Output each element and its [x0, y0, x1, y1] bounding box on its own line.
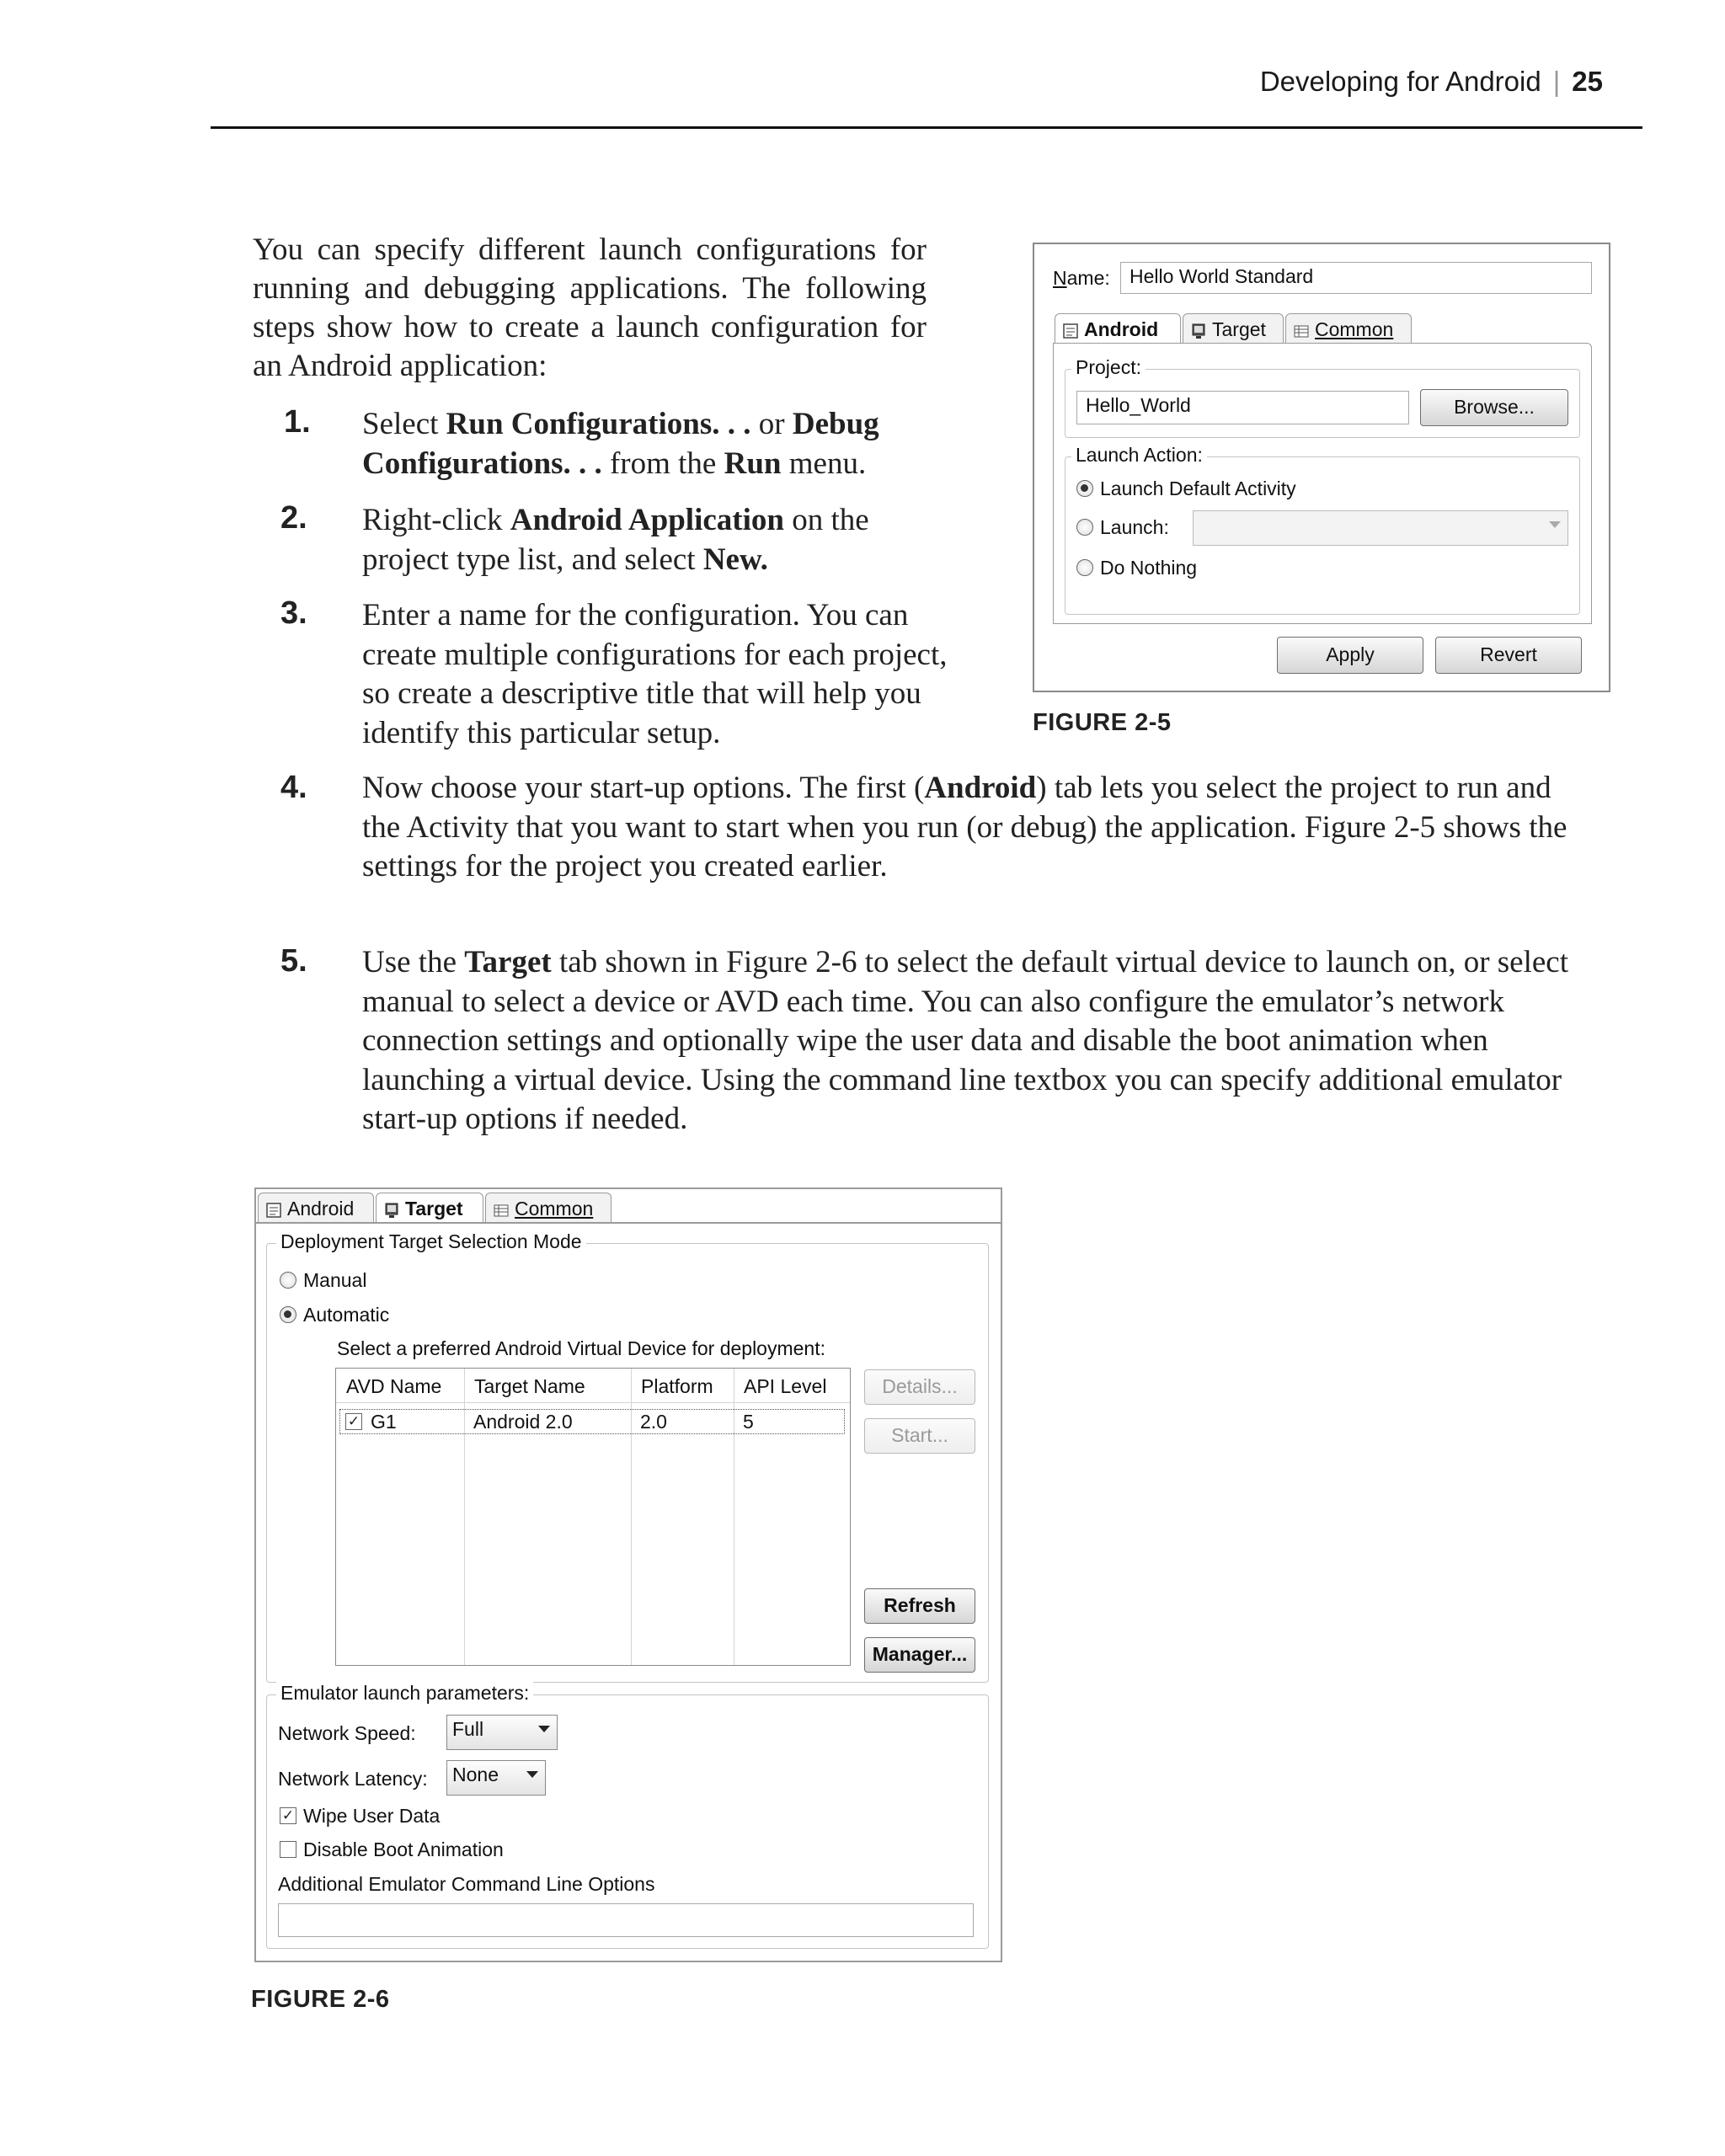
network-speed-select[interactable]: Full — [446, 1715, 558, 1750]
manager-button[interactable]: Manager... — [864, 1637, 975, 1673]
tab-target[interactable]: Target — [1183, 313, 1284, 344]
step-4-text: Now choose your start-up options. The first (Android) tab lets you select the project to run and the Activity that you want to start when you run (or debug) the application. Figure 2-5 shows the settings for the project you created earlier. — [362, 771, 1567, 883]
page-number: 25 — [1572, 66, 1603, 97]
step-number: 2. — [280, 500, 307, 536]
wipe-user-data-label: Wipe User Data — [303, 1805, 441, 1827]
target-name-cell: Android 2.0 — [473, 1411, 573, 1433]
project-label: Project: — [1071, 356, 1146, 379]
monitor-icon — [1190, 323, 1207, 339]
tab-common[interactable]: Common — [1285, 313, 1412, 344]
column-header-avd-name[interactable]: AVD Name — [346, 1375, 442, 1397]
disable-boot-animation-label: Disable Boot Animation — [303, 1838, 504, 1860]
list-icon — [493, 1202, 510, 1219]
launch-default-label: Launch Default Activity — [1100, 478, 1296, 499]
tab-common[interactable]: Common — [485, 1193, 611, 1223]
document-icon — [1062, 323, 1079, 339]
step-number: 1. — [284, 404, 311, 440]
api-level-cell: 5 — [743, 1411, 754, 1433]
chevron-down-icon — [538, 1726, 550, 1732]
step-5-text: Use the Target tab shown in Figure 2-6 to select the default virtual device to launch on, or select manual to select a device or AVD each time. You can also configure the emulator’s network connection settings and optionally wipe the user data and disable the boot animation when launching a virtual device. Using the command line textbox you can specify additional emulator start-up options if needed. — [362, 945, 1568, 1136]
deployment-mode-label: Deployment Target Selection Mode — [276, 1230, 586, 1253]
details-button[interactable]: Details... — [864, 1369, 975, 1405]
browse-button[interactable]: Browse... — [1420, 389, 1568, 426]
manual-label: Manual — [303, 1269, 367, 1291]
monitor-icon — [383, 1202, 400, 1219]
table-row[interactable] — [339, 1409, 845, 1434]
figure-2-6-dialog — [254, 1187, 1002, 1962]
network-latency-label: Network Latency: — [278, 1768, 428, 1790]
avd-select-checkbox[interactable]: ✓ — [345, 1413, 362, 1430]
tab-android[interactable]: Android — [1055, 313, 1181, 344]
step-number: 5. — [280, 943, 307, 979]
automatic-label: Automatic — [303, 1304, 390, 1326]
figure-2-6-caption: FIGURE 2-6 — [251, 1986, 390, 2013]
tab-target[interactable]: Target — [376, 1193, 483, 1223]
do-nothing-radio[interactable] — [1076, 559, 1093, 576]
activity-dropdown[interactable] — [1193, 510, 1568, 546]
name-label: Name: — [1053, 267, 1110, 289]
figure-2-5-dialog — [1033, 243, 1610, 692]
column-header-target-name[interactable]: Target Name — [474, 1375, 585, 1397]
list-icon — [1293, 323, 1310, 339]
cmdline-options-input[interactable] — [278, 1903, 974, 1937]
start-button[interactable]: Start... — [864, 1418, 975, 1454]
document-icon — [265, 1202, 282, 1219]
chevron-down-icon — [526, 1771, 538, 1778]
column-header-api-level[interactable]: API Level — [744, 1375, 827, 1397]
step-1-text: Select Run Configurations. . . or Debug Configurations. . . from the Run menu. — [362, 407, 879, 481]
step-3-text: Enter a name for the configuration. You can create multiple configurations for each project, so create a descriptive title that will help you identify this particular setup. — [362, 598, 948, 750]
step-number: 3. — [280, 595, 307, 631]
tab-android[interactable]: Android — [258, 1193, 374, 1223]
refresh-button[interactable]: Refresh — [864, 1588, 975, 1624]
step-number: 4. — [280, 770, 307, 805]
launch-label: Launch: — [1100, 516, 1169, 538]
launch-action-label: Launch Action: — [1071, 444, 1207, 467]
disable-boot-animation-checkbox[interactable] — [280, 1841, 296, 1858]
avd-name-cell: G1 — [371, 1411, 397, 1433]
column-header-platform[interactable]: Platform — [641, 1375, 713, 1397]
header-divider — [336, 1402, 850, 1403]
avd-prompt: Select a preferred Android Virtual Device for deployment: — [337, 1337, 825, 1359]
manual-radio[interactable] — [280, 1272, 296, 1289]
header-separator: | — [1552, 66, 1561, 97]
chevron-down-icon — [1549, 521, 1561, 528]
step-2-text: Right-click Android Application on the project type list, and select New. — [362, 503, 869, 577]
emulator-params-label: Emulator launch parameters: — [276, 1682, 533, 1705]
network-speed-label: Network Speed: — [278, 1722, 416, 1744]
launch-radio[interactable] — [1076, 519, 1093, 536]
intro-paragraph: You can specify different launch configurations for running and debugging applications. The following steps show how to create a launch configuration for an Android application: — [253, 232, 927, 383]
platform-cell: 2.0 — [640, 1411, 667, 1433]
cmdline-options-label: Additional Emulator Command Line Options — [278, 1873, 655, 1895]
launch-default-radio[interactable] — [1076, 480, 1093, 497]
avd-table[interactable] — [335, 1368, 851, 1666]
tab-divider — [256, 1222, 1001, 1224]
project-input[interactable]: Hello_World — [1076, 391, 1409, 424]
revert-button[interactable]: Revert — [1435, 637, 1582, 674]
wipe-user-data-checkbox[interactable]: ✓ — [280, 1807, 296, 1824]
header-rule — [211, 126, 1642, 129]
tab-strip — [258, 1193, 645, 1223]
do-nothing-label: Do Nothing — [1100, 557, 1198, 579]
automatic-radio[interactable] — [280, 1306, 296, 1323]
apply-button[interactable]: Apply — [1277, 637, 1423, 674]
config-name-input[interactable]: Hello World Standard — [1120, 262, 1592, 294]
chapter-title: Developing for Android — [1259, 66, 1541, 97]
running-head — [1260, 66, 1603, 98]
network-latency-select[interactable]: None — [446, 1760, 546, 1796]
tab-strip — [1055, 313, 1594, 344]
figure-2-5-caption: FIGURE 2-5 — [1033, 709, 1172, 736]
